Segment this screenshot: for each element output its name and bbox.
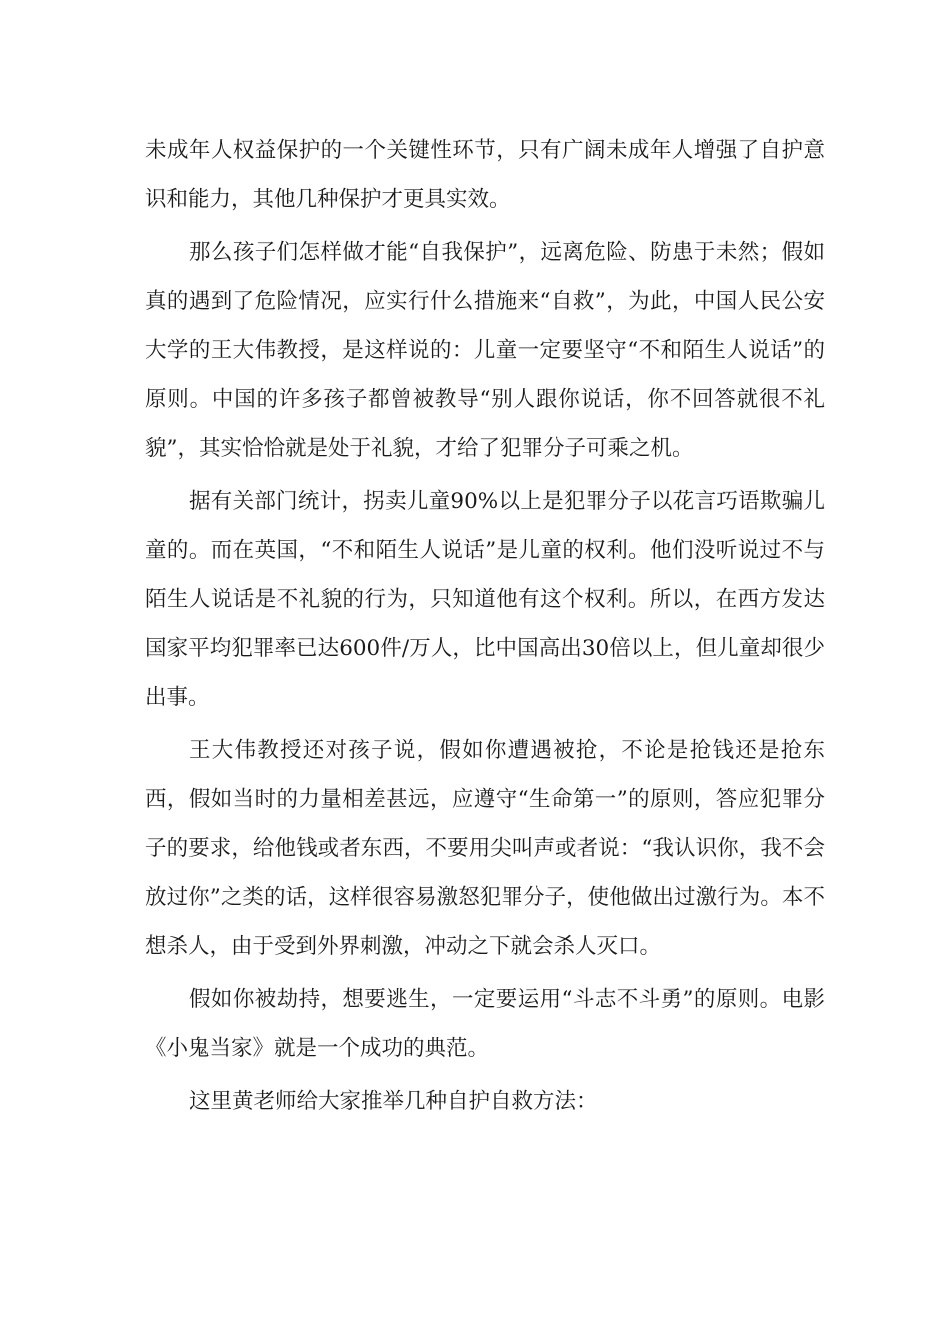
paragraph-self-protection: 那么孩子们怎样做才能“自我保护”，远离危险、防患于未然；假如真的遇到了危险情况，应实行什么措施来“自救”，为此，中国人民公安大学的王大伟教授，是这样说的：儿童一定要坚守“不和陌生人说话”的原则。中国的许多孩子都曾被教导“别人跟你说话，你不回答就很不礼貌”，其实恰恰就是处于礼貌，才给了犯罪分子可乘之机。: [145, 240, 825, 461]
document-body: [145, 126, 825, 1130]
paragraph-methods-intro: 这里黄老师给大家推举几种自护自救方法：: [189, 1089, 598, 1114]
paragraph-robbery-advice: 王大伟教授还对孩子说，假如你遭遇被抢，不论是抢钱还是抢东西，假如当时的力量相差甚远，应遵守“生命第一”的原则，答应犯罪分子的要求，给他钱或者东西，不要用尖叫声或者说：“我认识你，我不会放过你”之类的话，这样很容易激怒犯罪分子，使他做出过激行为。本不想杀人，由于受到外界刺激，冲动之下就会杀人灭口。: [145, 738, 825, 959]
paragraph-statistics: 据有关部门统计，拐卖儿童90%以上是犯罪分子以花言巧语欺骗儿童的。而在英国，“不和陌生人说话”是儿童的权利。他们没听说过不与陌生人说话是不礼貌的行为，只知道他有这个权利。所以，在西方发达国家平均犯罪率已达600件/万人，比中国高出30倍以上，但儿童却很少出事。: [145, 489, 825, 710]
paragraph-hijack-advice: 假如你被劫持，想要逃生，一定要运用“斗志不斗勇”的原则。电影《小鬼当家》就是一个成功的典范。: [145, 987, 825, 1061]
paragraph-continued: 未成年人权益保护的一个关键性环节，只有广阔未成年人增强了自护意识和能力，其他几种保护才更具实效。: [145, 138, 825, 212]
